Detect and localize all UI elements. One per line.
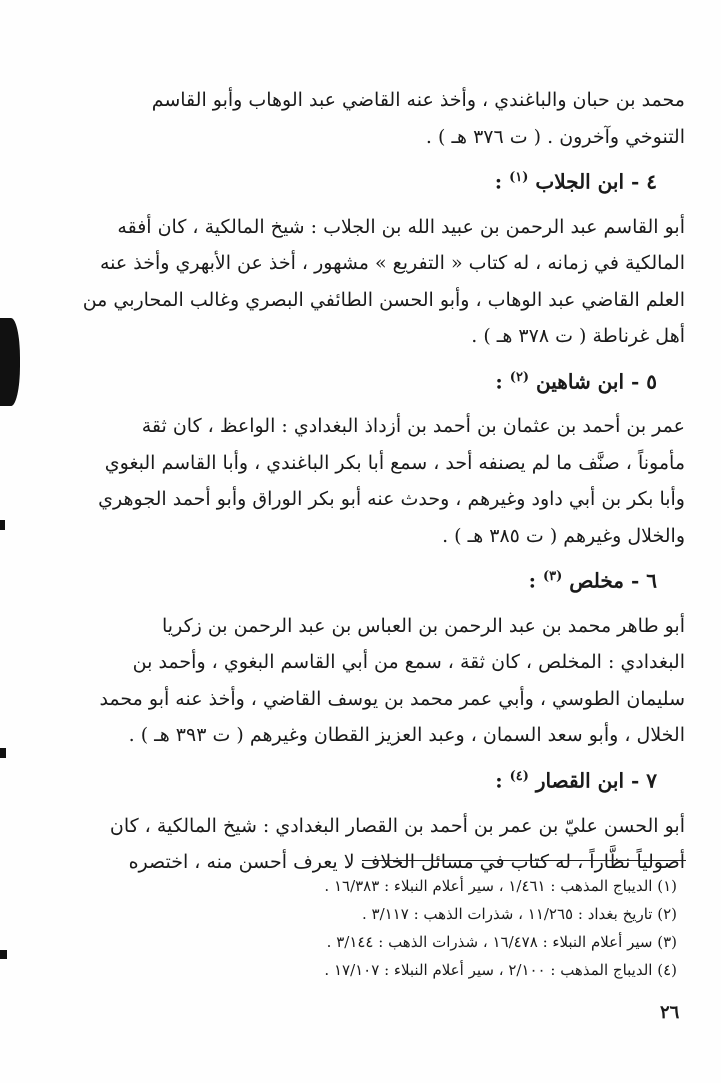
page-number: ٢٦ — [660, 1002, 680, 1023]
text-line: وأبا بكر بن أبي داود وغيرهم ، وحدث عنه أبو بكر الوراق وأبو أحمد الجوهري — [98, 488, 685, 511]
text-line: أبو القاسم عبد الرحمن بن عبيد الله بن الجلاب : شيخ المالكية ، كان أفقه — [117, 215, 685, 238]
text-line: والخلال وغيرهم ( ت ٣٨٥ هـ ) . — [442, 524, 685, 547]
entry-title: ٧ - ابن القصار — [535, 768, 657, 793]
text-line: التنوخي وآخرون . ( ت ٣٧٦ هـ ) . — [425, 125, 685, 148]
text-line: أصولياً نظَّاراً ، له كتاب في مسائل الخلاف لا يعرف أحسن منه ، اختصره — [128, 851, 685, 874]
footnote-mark: (٣) — [543, 569, 563, 585]
scan-edge-mark — [0, 520, 5, 530]
entry-heading — [70, 161, 685, 199]
entry-paragraph — [70, 408, 685, 554]
text-line: الخلال ، وأبو سعد السمان ، وعبد العزيز القطان وغيرهم ( ت ٣٩٣ هـ ) . — [128, 724, 685, 747]
text-line: أبو الحسن عليّ بن عمر بن أحمد بن القصار البغدادي : شيخ المالكية ، كان — [109, 814, 685, 837]
entry-paragraph — [70, 608, 685, 754]
footnote-mark: (١) — [509, 170, 529, 185]
entry-heading — [70, 560, 685, 598]
heading-colon: : — [495, 369, 503, 394]
footnote: (٤) الديباج المذهب : ٢/١٠٠ ، سير أعلام النبلاء : ١٧/١٠٧ . — [324, 961, 677, 979]
intro-paragraph — [70, 82, 685, 155]
entry-title: ٤ - ابن الجلاب — [535, 169, 657, 194]
entry-heading — [70, 760, 685, 798]
heading-colon: : — [528, 568, 537, 593]
footnote: (٣) سير أعلام النبلاء : ١٦/٤٧٨ ، شذرات الذهب : ٣/١٤٤ . — [326, 933, 677, 951]
main-text — [70, 82, 685, 881]
entry-title: ٦ - مخلص — [569, 568, 657, 593]
entry-paragraph — [70, 808, 685, 881]
footnote: (٢) تاريخ بغداد : ١١/٢٦٥ ، شذرات الذهب : ٣/١١٧ . — [361, 905, 677, 923]
text-line: العلم القاضي عبد الوهاب ، وأبو الحسن الطائفي البصري وغالب المحاربي من — [82, 288, 685, 311]
heading-colon: : — [494, 169, 503, 194]
text-line: سليمان الطوسي ، وأبي عمر محمد بن يوسف القاضي ، وأخذ عنه أبو محمد — [99, 687, 685, 710]
entry-paragraph — [70, 209, 685, 355]
scan-edge-shadow — [0, 318, 20, 406]
footnote-mark: (٤) — [509, 768, 529, 784]
text-line: عمر بن أحمد بن عثمان بن أحمد بن أزداذ البغدادي : الواعظ ، كان ثقة — [141, 415, 685, 438]
scan-edge-mark — [0, 950, 7, 959]
text-line: البغدادي : المخلص ، كان ثقة ، سمع من أبي القاسم البغوي ، وأحمد بن — [132, 651, 685, 674]
heading-colon: : — [495, 768, 503, 793]
footnote-mark: (٢) — [509, 369, 530, 385]
footnote: (١) الديباج المذهب : ١/٤٦١ ، سير أعلام النبلاء : ١٦/٣٨٣ . — [324, 877, 677, 895]
text-line: محمد بن حبان والباغندي ، وأخذ عنه القاضي عبد الوهاب وأبو القاسم — [151, 89, 685, 111]
entry-title: ٥ - ابن شاهين — [536, 369, 657, 394]
entry-heading — [70, 361, 685, 399]
text-line: أهل غرناطة ( ت ٣٧٨ هـ ) . — [471, 325, 685, 348]
footnote-divider — [362, 860, 686, 861]
scan-edge-mark — [0, 748, 6, 758]
text-line: مأموناً ، صنَّف ما لم يصنفه أحد ، سمع أبا بكر الباغندي ، وأبا القاسم البغوي — [104, 451, 685, 474]
text-line: المالكية في زمانه ، له كتاب « التفريع » مشهور ، أخذ عن الأبهري وأخذ عنه — [99, 252, 685, 275]
footnotes — [140, 872, 685, 984]
text-line: أبو طاهر محمد بن عبد الرحمن بن العباس بن عبد الرحمن بن زكريا — [162, 614, 685, 637]
